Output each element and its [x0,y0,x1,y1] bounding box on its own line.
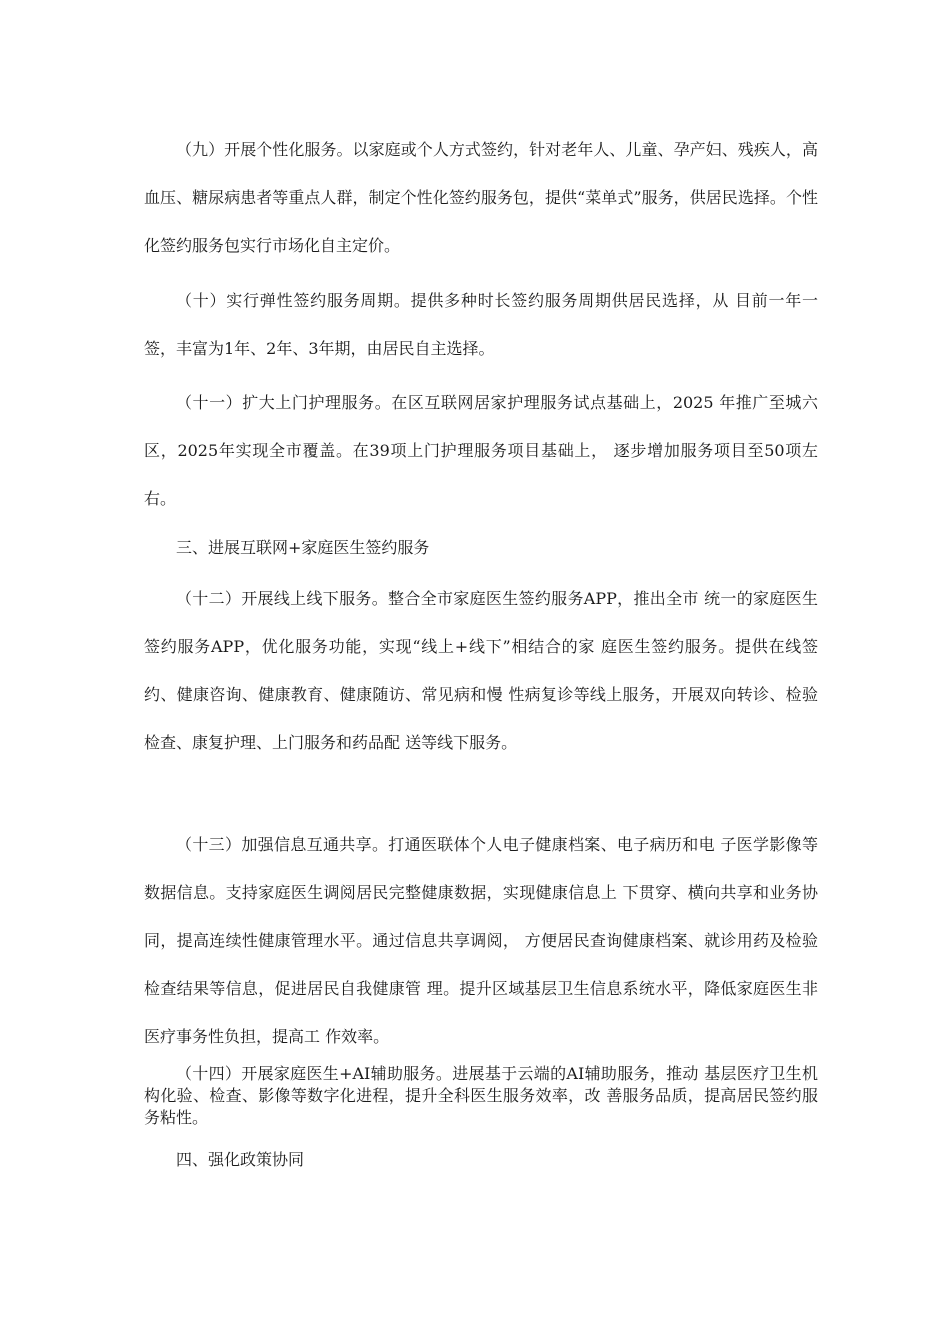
paragraph-10: （十）实行弹性签约服务周期。提供多种时长签约服务周期供居民选择，从 目前一年一签，丰富为1年、2年、3年期，由居民自主选择。 [144,291,818,358]
section-heading-4: 四、强化政策协同 [176,1150,305,1169]
paragraph-14: （十四）开展家庭医生+AI辅助服务。进展基于云端的AI辅助服务，推动 基层医疗卫生机构化验、检查、影像等数字化进程，提升全科医生服务效率，改 善服务品质，提高居民签约服务粘性。 [144,1064,818,1127]
paragraph-9: （九）开展个性化服务。以家庭或个人方式签约，针对老年人、儿童、孕产妇、残疾人，高血压、糖尿病患者等重点人群，制定个性化签约服务包，提供“菜单式”服务，供居民选择。个性化签约服务包实行市场化自主定价。 [144,140,818,255]
paragraph-11: （十一）扩大上门护理服务。在区互联网居家护理服务试点基础上，2025 年推广至城六区，2025年实现全市覆盖。在39项上门护理服务项目基础上， 逐步增加服务项目至50项左右。 [144,393,818,508]
paragraph-13: （十三）加强信息互通共享。打通医联体个人电子健康档案、电子病历和电 子医学影像等数据信息。支持家庭医生调阅居民完整健康数据，实现健康信息上 下贯穿、横向共享和业务协同，提高连续性健康管理水平。通过信息共享调阅， 方便居民查询健康档案、就诊用药及检验检查结果等信息，促进居民自我健康管 理。提升区域基层卫生信息系统水平，降低家庭医生非医疗事务性负担，提高工 作效率。 [144,835,818,1046]
paragraph-12: （十二）开展线上线下服务。整合全市家庭医生签约服务APP，推出全市 统一的家庭医生签约服务APP，优化服务功能，实现“线上+线下”相结合的家 庭医生签约服务。提供在线签约、健康咨询、健康教育、健康随访、常见病和慢 性病复诊等线上服务，开展双向转诊、检验检查、康复护理、上门服务和药品配 送等线下服务。 [144,589,818,752]
section-heading-3: 三、进展互联网+家庭医生签约服务 [176,538,430,557]
